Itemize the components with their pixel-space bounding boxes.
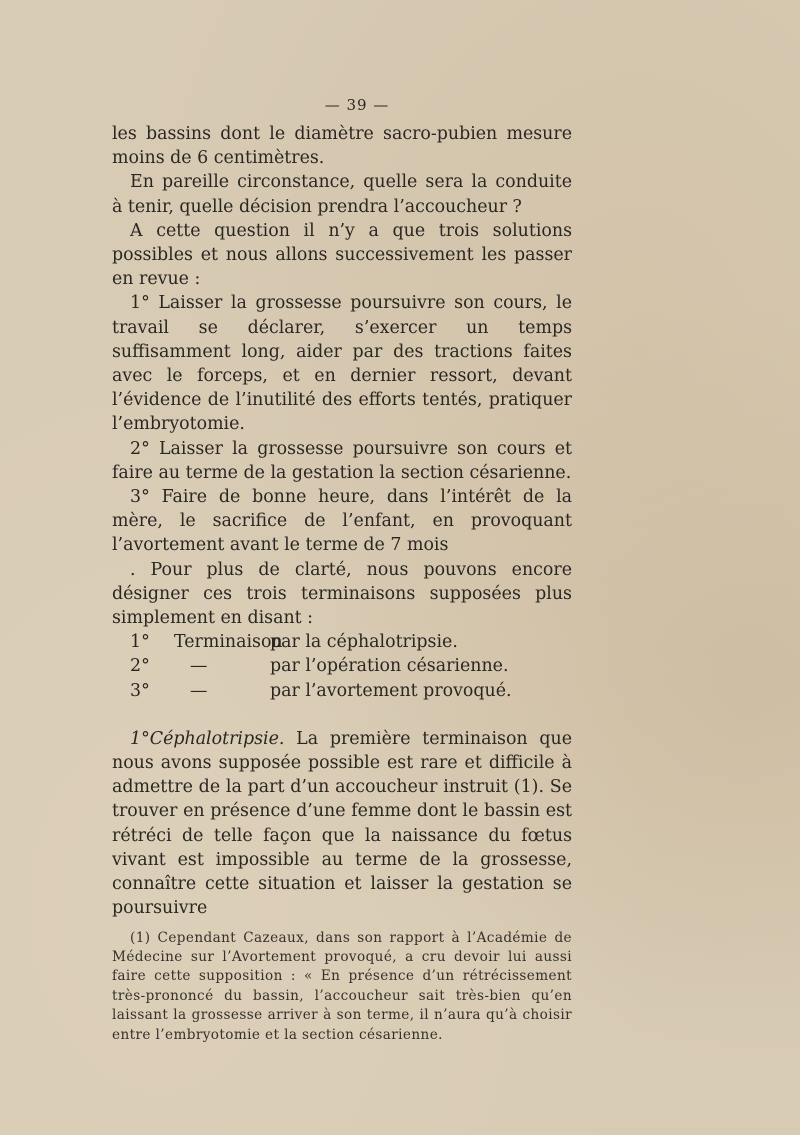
paragraph: 2° Laisser la grossesse poursuivre son cours et faire au terme de la gestation la section césarienne. — [112, 438, 572, 483]
main-text — [112, 122, 572, 630]
list-text: par l’avortement provoqué. — [270, 680, 512, 701]
section-paragraph — [112, 727, 572, 921]
list-label: — — [190, 680, 208, 701]
list-text: par l’opération césarienne. — [270, 656, 509, 677]
section-text: La première terminaison que nous avons supposée possible est rare et difficile à admettre de la part d’un accoucheur instruit (1). Se trouver en présence d’une femme dont le bassin est rétréci de telle façon que la naissance du fœtus vivant est impossible au terme de la grossesse, connaître cette situation et laisser la gestation se poursuivre — [112, 728, 572, 919]
paragraph: En pareille circonstance, quelle sera la conduite à tenir, quelle décision prendra l’accoucheur ? — [112, 172, 572, 217]
list-number: 3° — [130, 680, 150, 701]
list-label: Terminaison — [174, 632, 283, 653]
list-number: 2° — [130, 656, 150, 677]
list-number: 1° — [130, 632, 150, 653]
paragraph: 1° Laisser la grossesse poursuivre son cours, le travail se déclarer, s’exercer un temps suffisamment long, aider par des tractions faites avec le forceps, et en dernier ressort, devant l’évidence de l’inutilité des efforts tentés, pratiquer l’embryotomie. — [112, 293, 572, 435]
paragraph: 3° Faire de bonne heure, dans l’intérêt de la mère, le sacrifice de l’enfant, en provoquant l’avortement avant le terme de 7 mois — [112, 487, 572, 556]
paragraph: . Pour plus de clarté, nous pouvons encore désigner ces trois terminaisons supposées plus simplement en disant : — [112, 559, 572, 629]
book-page — [112, 96, 572, 1045]
footnote — [112, 929, 572, 1045]
section-heading: 1°Céphalotripsie. — [130, 728, 285, 749]
paragraph: A cette question il n’y a que trois solutions possibles et nous allons successivement les passer en revue : — [112, 220, 572, 290]
section-cephalotripsie — [112, 727, 572, 921]
terminations-list — [130, 630, 550, 703]
page-number: — 39 — — [324, 96, 390, 114]
paragraph: les bassins dont le diamètre sacro-pubien mesure moins de 6 centimètres. — [112, 124, 572, 169]
footnote-text: (1) Cependant Cazeaux, dans son rapport à l’Académie de Médecine sur l’Avortement provoqué, a cru devoir lui aussi faire cette supposition : « En présence d’un rétrécissement très-prononcé du bassin, l’accoucheur sait très-bien qu’en laissant la grossesse arriver à son terme, il n’aura qu’à choisir entre l’embryotomie et la section césarienne. — [112, 929, 572, 1043]
list-text: par la céphalotripsie. — [270, 632, 458, 653]
list-label: — — [190, 656, 208, 677]
